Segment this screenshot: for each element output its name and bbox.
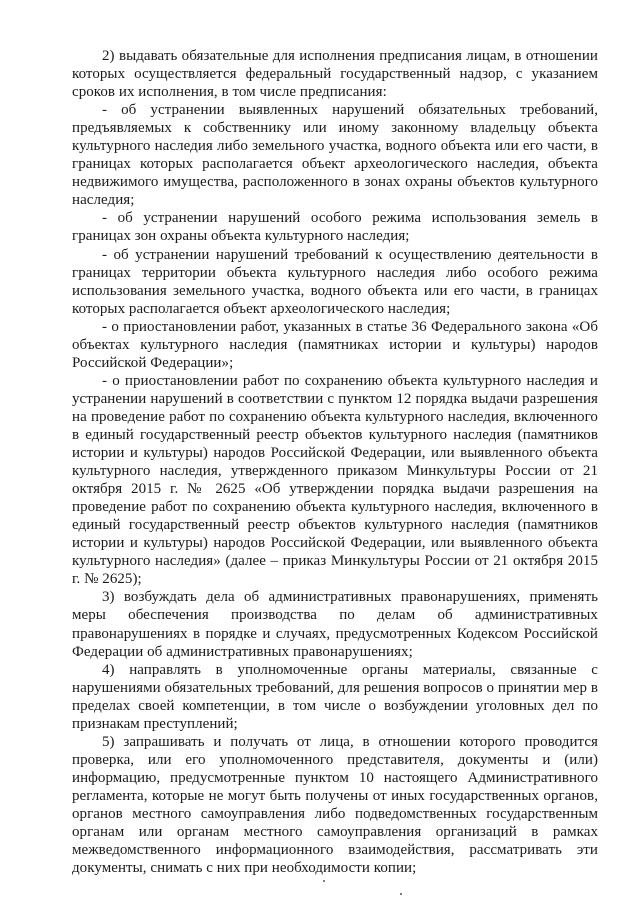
paragraph-2-issue-orders: 2) выдавать обязательные для исполнения предписания лицам, в отношении которых осуществляется федеральный государственный надзор, с указанием сроков их исполнения, в том числе предписания: [72,48,598,101]
paragraph-suspend-preservation-works: - о приостановлении работ по сохранению объекта культурного наследия и устранении нарушений в соответствии с пунктом 12 порядка выдачи разрешения на проведение работ по сохранению объекта культурного наследия, включенного в единый государственный реестр объектов культурного наследия (памятников истории и культуры) народов Российской Федерации, или выявленного объекта культурного наследия, утвержденного приказом Минкультуры России от 21 октября 2015 г. № 2625 «Об утверждении порядка выдачи разрешения на проведение работ по сохранению объекта культурного наследия, включенного в единый государственный реестр объектов культурного наследия (памятников истории и культуры) народов Российской Федерации, или выявленного объекта культурного наследия» (далее – приказ Минкультуры России от 21 октября 2015 г. № 2625); [72,372,598,588]
paragraph-5-request-documents: 5) запрашивать и получать от лица, в отношении которого проводится проверка, или его уполномоченного представителя, документы и (или) информацию, предусмотренные пунктом 10 настоящего Административного регламента, которые не могут быть получены от иных государственных органов, органов местного самоуправления либо подведомственных государственным органам или органам местного самоуправления организаций в рамках межведомственного информационного взаимодействия, рассматривать эти документы, снимать с них при необходимости копии; [72,733,598,877]
paragraph-activity-requirements: - об устранении нарушений требований к осуществлению деятельности в границах территории объекта культурного наследия либо особого режима использования земельного участка, водного объекта или его части, в границах которых располагается объект археологического наследия; [72,246,598,317]
paragraph-4-send-materials: 4) направлять в уполномоченные органы материалы, связанные с нарушениями обязательных требований, для решения вопросов о принятии мер в пределах своей компетенции, в том числе о возбуждении уголовных дел по признакам преступлений; [72,661,598,732]
paragraph-eliminate-violations-owner: - об устранении выявленных нарушений обязательных требований, предъявляемых к собственнику или иному законному владельцу объекта культурного наследия либо земельного участка, водного объекта или его части, в границах которых располагается объект археологического наследия, объекта недвижимого имущества, расположенного в зонах охраны объектов культурного наследия; [72,102,598,209]
scan-speck [323,880,325,882]
document-body [72,47,598,877]
paragraph-3-administrative-cases: 3) возбуждать дела об административных правонарушениях, применять меры обеспечения производства по делам об административных правонарушениях в порядке и случаях, предусмотренных Кодексом Российской Федерации об административных правонарушениях; [72,589,598,660]
scan-speck [400,893,402,895]
paragraph-suspend-works-article-36: - о приостановлении работ, указанных в статье 36 Федерального закона «Об объектах культурного наследия (памятниках истории и культуры) народов Российской Федерации»; [72,318,598,371]
paragraph-special-land-use-regime: - об устранении нарушений особого режима использования земель в границах зон охраны объекта культурного наследия; [72,210,598,245]
